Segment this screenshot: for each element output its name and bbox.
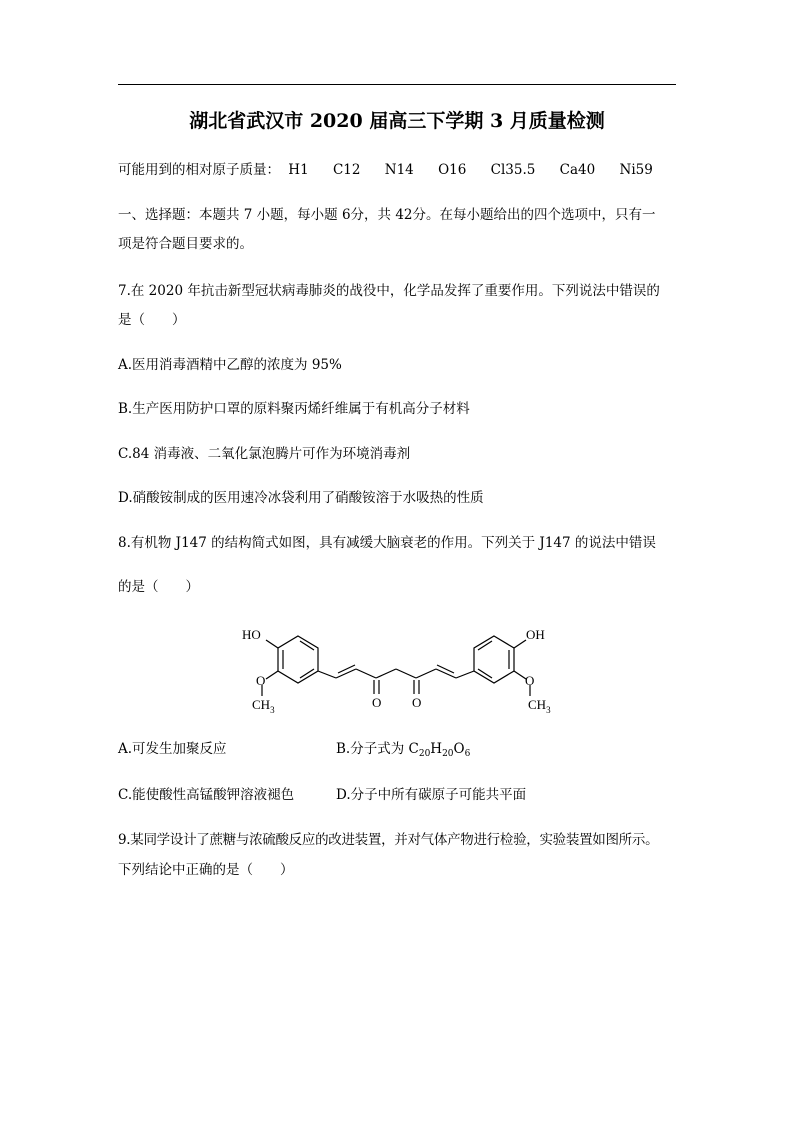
mass-item: H1 — [288, 162, 309, 178]
label-ch3-left: $CH_3$ — [252, 697, 275, 714]
atomic-masses-label: 可能用到的相对原子质量： — [118, 162, 280, 178]
mass-item: Ni59 — [619, 162, 653, 178]
label-o-right: O — [525, 673, 535, 688]
q7-option-c: C.84 消毒液、二氧化氯泡腾片可作为环境消毒剂 — [118, 446, 411, 462]
atomic-masses-line — [118, 161, 673, 179]
label-ch3-right: $CH_3$ — [528, 697, 551, 714]
section-instructions-line1: 一、选择题：本题共 7 小题，每小题 6分，共 42分。在每小题给出的四个选项中，只有一 — [118, 207, 656, 223]
mass-item: O16 — [438, 162, 467, 178]
mass-item: N14 — [384, 162, 414, 178]
header-rule — [118, 84, 676, 85]
left-benzene-ring — [278, 636, 318, 683]
q8-stem-line1: 8.有机物 J147 的结构简式如图，具有减缓大脑衰老的作用。下列关于 J147 的说法中错误 — [118, 535, 656, 551]
q8-stem-line2: 的是（ ） — [118, 579, 199, 595]
mass-item: C12 — [332, 162, 361, 178]
q9-stem-line1: 9.某同学设计了蔗糖与浓硫酸反应的改进装置，并对气体产物进行检验，实验装置如图所示。 — [118, 832, 659, 848]
q7-option-d: D.硝酸铵制成的医用速冷冰袋利用了硝酸铵溶于水吸热的性质 — [118, 490, 484, 506]
label-keto-o-left: O — [372, 695, 382, 710]
label-keto-o-right: O — [412, 695, 422, 710]
q7-stem-line2: 是（ ） — [118, 312, 186, 328]
q9-stem-line2: 下列结论中正确的是（ ） — [118, 862, 294, 878]
mass-item: Ca40 — [559, 162, 596, 178]
j147-structure-diagram — [236, 618, 566, 714]
q8-option-b: B.分子式为 $C_{20}H_{20}O_6$ — [336, 741, 471, 759]
q8-option-a: A.可发生加聚反应 — [118, 741, 227, 757]
q7-option-b: B.生产医用防护口罩的原料聚丙烯纤维属于有机高分子材料 — [118, 401, 470, 417]
q8-option-d: D.分子中所有碳原子可能共平面 — [336, 787, 527, 803]
q7-stem-line1: 7.在 2020 年抗击新型冠状病毒肺炎的战役中，化学品发挥了重要作用。下列说法中错误的 — [118, 283, 660, 299]
label-o-left: O — [256, 673, 266, 688]
page-title: 湖北省武汉市 2020 届高三下学期 3 月质量检测 — [189, 110, 605, 132]
mass-item: Cl35.5 — [490, 162, 536, 178]
label-ho-left: HO — [242, 627, 261, 642]
q8-option-c: C.能使酸性高锰酸钾溶液褪色 — [118, 787, 295, 803]
q7-option-a: A.医用消毒酒精中乙醇的浓度为 95% — [118, 357, 342, 373]
label-oh-right: OH — [526, 627, 545, 642]
right-benzene-ring — [474, 636, 514, 683]
section-instructions-line2: 项是符合题目要求的。 — [118, 236, 253, 252]
